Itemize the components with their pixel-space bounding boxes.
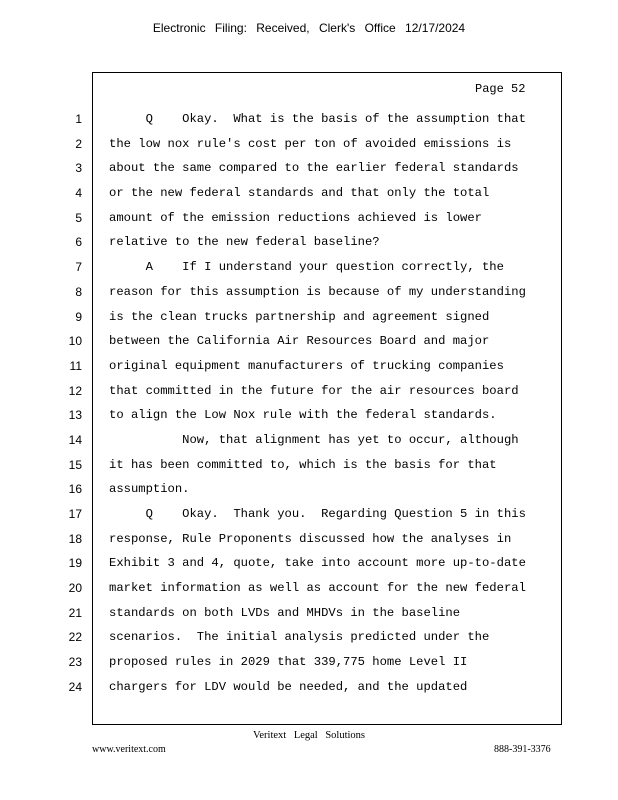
transcript-line: scenarios. The initial analysis predicted under the bbox=[109, 630, 490, 645]
page-number: Page 52 bbox=[475, 82, 526, 96]
transcript-line: Exhibit 3 and 4, quote, take into account more up-to-date bbox=[109, 556, 526, 571]
line-number: 21 bbox=[68, 605, 82, 620]
transcript-line: or the new federal standards and that only the total bbox=[109, 186, 490, 201]
line-number: 8 bbox=[75, 284, 82, 299]
line-number: 20 bbox=[68, 581, 82, 596]
line-number: 4 bbox=[75, 186, 82, 201]
transcript-line: market information as well as account for the new federal bbox=[109, 581, 526, 596]
line-number: 3 bbox=[75, 161, 82, 176]
transcript-line: is the clean trucks partnership and agreement signed bbox=[109, 309, 490, 324]
transcript-body bbox=[109, 110, 554, 703]
line-number: 13 bbox=[68, 408, 82, 423]
transcript-line: to align the Low Nox rule with the federal standards. bbox=[109, 408, 497, 423]
transcript-line: it has been committed to, which is the basis for that bbox=[109, 457, 497, 472]
transcript-line: that committed in the future for the air resources board bbox=[109, 383, 519, 398]
footer-company: Veritext Legal Solutions bbox=[252, 730, 366, 741]
transcript-line: A If I understand your question correctly, the bbox=[109, 260, 504, 275]
transcript-line: between the California Air Resources Board and major bbox=[109, 334, 490, 349]
transcript-line: Now, that alignment has yet to occur, although bbox=[109, 432, 519, 447]
line-number: 23 bbox=[68, 655, 82, 670]
line-number: 10 bbox=[68, 334, 82, 349]
line-number: 2 bbox=[75, 136, 82, 151]
line-number: 19 bbox=[68, 556, 82, 571]
line-number: 6 bbox=[75, 235, 82, 250]
footer-phone: 888-391-3376 bbox=[494, 744, 551, 755]
line-number: 17 bbox=[68, 507, 82, 521]
line-number: 15 bbox=[68, 457, 82, 472]
transcript-line: assumption. bbox=[109, 482, 190, 497]
filing-stamp: Electronic Filing: Received, Clerk's Office 12/17/2024 bbox=[152, 21, 466, 35]
line-number: 24 bbox=[68, 679, 82, 694]
transcript-line: response, Rule Proponents discussed how the analyses in bbox=[109, 531, 512, 546]
transcript-line: Q Okay. Thank you. Regarding Question 5 in this bbox=[109, 507, 526, 521]
transcript-line: about the same compared to the earlier federal standards bbox=[109, 161, 519, 176]
transcript-line: Q Okay. What is the basis of the assumption that bbox=[109, 112, 526, 126]
footer-website: www.veritext.com bbox=[92, 744, 166, 755]
transcript-line: original equipment manufacturers of trucking companies bbox=[109, 358, 504, 373]
transcript-line: chargers for LDV would be needed, and the updated bbox=[109, 679, 468, 694]
line-number: 7 bbox=[75, 260, 82, 275]
line-number: 14 bbox=[68, 432, 82, 447]
line-number: 22 bbox=[68, 630, 82, 645]
transcript-line: amount of the emission reductions achieved is lower bbox=[109, 210, 482, 225]
line-number: 5 bbox=[75, 210, 82, 225]
line-number: 16 bbox=[68, 482, 82, 497]
line-number: 11 bbox=[69, 358, 82, 373]
line-number-column bbox=[60, 110, 82, 703]
transcript-line: proposed rules in 2029 that 339,775 home Level II bbox=[109, 655, 468, 670]
line-number: 12 bbox=[68, 383, 82, 398]
line-number: 18 bbox=[68, 531, 82, 546]
transcript-line: reason for this assumption is because of my understanding bbox=[109, 284, 526, 299]
transcript-line: the low nox rule's cost per ton of avoided emissions is bbox=[109, 136, 512, 151]
line-number: 9 bbox=[75, 309, 82, 324]
transcript-line: standards on both LVDs and MHDVs in the baseline bbox=[109, 605, 461, 620]
transcript-line: relative to the new federal baseline? bbox=[109, 235, 380, 250]
line-number: 1 bbox=[75, 112, 82, 126]
